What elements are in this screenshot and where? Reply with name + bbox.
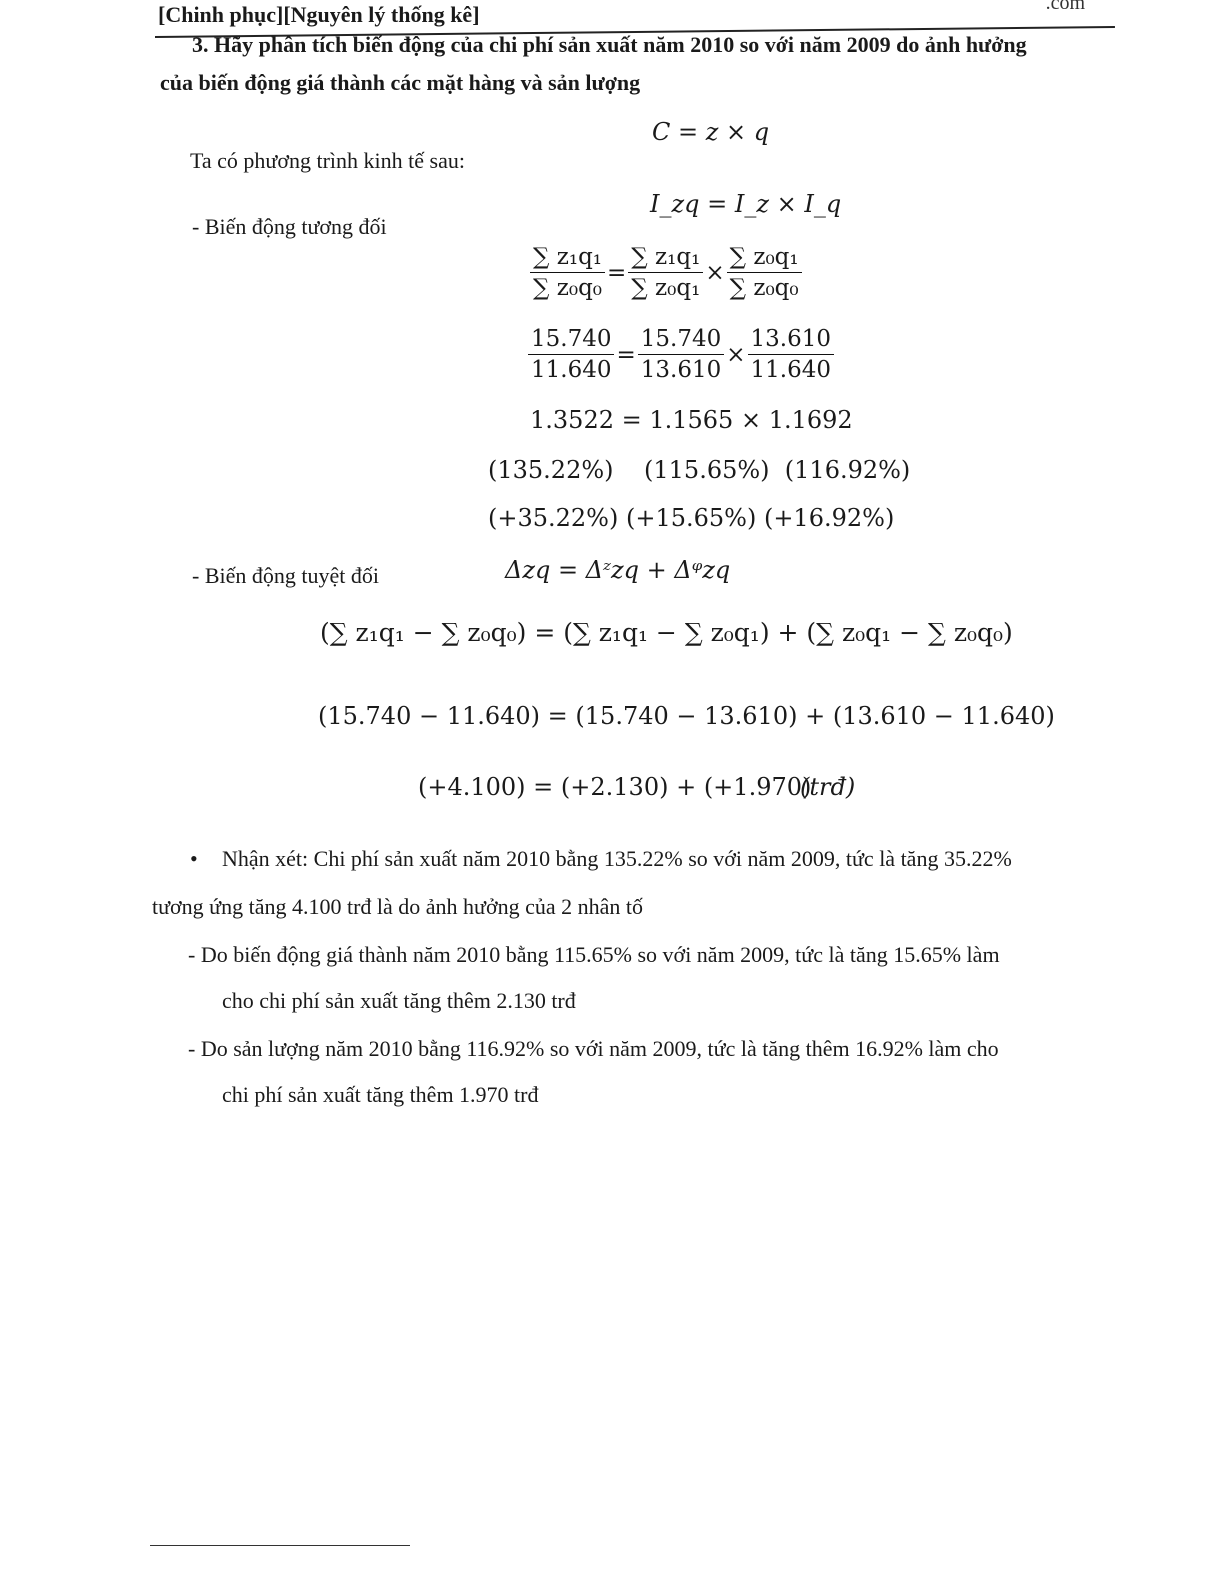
remark-item-1-line-1: - Do biến động giá thành năm 2010 bằng 115.65% so với năm 2009, tức là tăng 15.65% làm xyxy=(188,942,1000,967)
percent-line: (135.22%) (115.65%) (116.92%) xyxy=(488,456,911,484)
fraction-numerator: 15.740 xyxy=(638,326,724,355)
remark-item-2-line-2: chi phí sản xuất tăng thêm 1.970 trđ xyxy=(222,1082,539,1107)
change-line: (+35.22%) (+15.65%) (+16.92%) xyxy=(488,504,895,532)
absolute-change-label: - Biến động tuyệt đối xyxy=(192,563,379,588)
remark-line-2: tương ứng tăng 4.100 trđ là do ảnh hưởng của 2 nhân tố xyxy=(152,894,644,919)
result-unit: (trđ) xyxy=(800,773,856,801)
fraction-m2 xyxy=(727,244,802,301)
remark-item-1-line-2: cho chi phí sản xuất tăng thêm 2.130 trđ xyxy=(222,988,576,1013)
header-title: [Chinh phục][Nguyên lý thống kê] xyxy=(158,2,480,27)
remark-line-1: Nhận xét: Chi phí sản xuất năm 2010 bằng 135.22% so với năm 2009, tức là tăng 35.22% xyxy=(222,846,1012,871)
relative-change-label: - Biến động tương đối xyxy=(192,214,387,239)
fraction-numerator: 15.740 xyxy=(528,326,614,355)
index-fraction-formula: $\frac{\text{∑ z₁q₁}}{\text{∑ z₀q₀}}$ = $\frac{\text{∑ z₁q₁}}{\text{∑ z₀q₁}}$ × $\frac{\text{∑ z₀q₁}}{\text{∑ z₀q₀}}$ xyxy=(530,244,802,301)
fraction-numerator: 13.610 xyxy=(748,326,834,355)
fraction-m2 xyxy=(748,326,834,383)
ratio-line: 1.3522 = 1.1565 × 1.1692 xyxy=(530,406,853,434)
remark-item-2-line-1: - Do sản lượng năm 2010 bằng 116.92% so với năm 2009, tức là tăng thêm 16.92% làm cho xyxy=(188,1036,999,1061)
fraction-numerator: ∑ z₁q₁ xyxy=(530,244,605,273)
difference-result: (+4.100) = (+2.130) + (+1.970) xyxy=(418,773,812,801)
fraction-denominator: 11.640 xyxy=(750,357,832,383)
fraction-numerator: ∑ z₀q₁ xyxy=(727,244,802,273)
question-line-1: 3. Hãy phân tích biến động của chi phí sản xuất năm 2010 so với năm 2009 do ảnh hưởng xyxy=(192,32,1027,57)
economic-equation: C = z × q xyxy=(652,118,770,146)
fraction-denominator: ∑ z₀q₀ xyxy=(533,275,603,301)
delta-formula: Δzq = Δᶻzq + Δᵠzq xyxy=(505,556,731,584)
remark-bullet: • xyxy=(190,846,198,871)
fraction-lhs xyxy=(530,244,605,301)
header-site: .com xyxy=(1045,0,1085,14)
fraction-denominator: ∑ z₀q₀ xyxy=(729,275,799,301)
fraction-m1 xyxy=(628,244,703,301)
fraction-denominator: ∑ z₀q₁ xyxy=(631,275,701,301)
footer-divider xyxy=(150,1545,410,1546)
index-fraction-values: $\frac{15.740}{11.640}$ = $\frac{15.740}{13.610}$ × $\frac{13.610}{11.640}$ xyxy=(528,326,834,383)
index-formula: I_zq = I_z × I_q xyxy=(650,190,842,218)
difference-values: (15.740 − 11.640) = (15.740 − 13.610) + (13.610 − 11.640) xyxy=(318,702,1055,730)
fraction-numerator: ∑ z₁q₁ xyxy=(628,244,703,273)
fraction-denominator: 13.610 xyxy=(640,357,722,383)
question-line-2: của biến động giá thành các mặt hàng và sản lượng xyxy=(160,70,641,95)
fraction-lhs xyxy=(528,326,614,383)
sum-difference-formula: (∑ z₁q₁ − ∑ z₀q₀) = (∑ z₁q₁ − ∑ z₀q₁) + (∑ z₀q₁ − ∑ z₀q₀) xyxy=(320,618,1013,647)
fraction-denominator: 11.640 xyxy=(531,357,612,383)
equation-intro: Ta có phương trình kinh tế sau: xyxy=(190,148,465,173)
fraction-m1 xyxy=(638,326,724,383)
